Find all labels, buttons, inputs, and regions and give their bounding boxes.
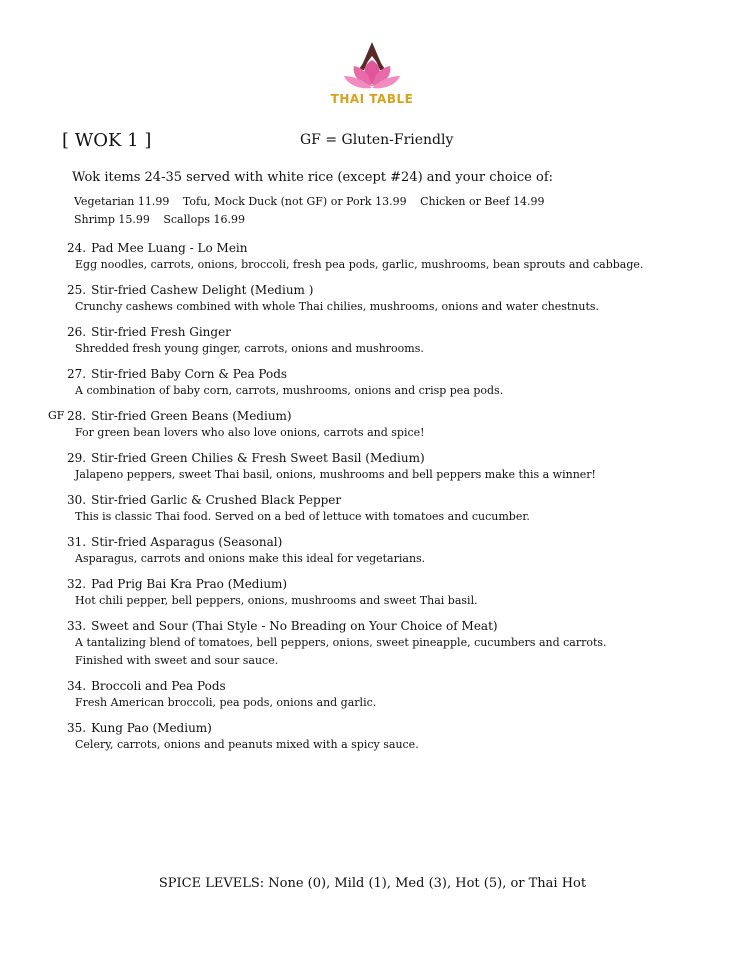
menu-item-name: Stir-fried Asparagus (Seasonal) — [91, 535, 283, 549]
menu-item-description: Shredded fresh young ginger, carrots, onions and mushrooms. — [75, 342, 424, 355]
price-shrimp: Shrimp 15.99 — [74, 213, 150, 226]
menu-item-description: Hot chili pepper, bell peppers, onions, mushrooms and sweet Thai basil. — [75, 594, 478, 607]
menu-item-description: Finished with sweet and sour sauce. — [75, 654, 279, 667]
menu-item-name: Stir-fried Baby Corn & Pea Pods — [91, 367, 288, 381]
price-tofu-duck-pork: Tofu, Mock Duck (not GF) or Pork 13.99 — [182, 195, 407, 208]
menu-item — [0, 720, 745, 754]
menu-item-description: Fresh American broccoli, pea pods, onions and garlic. — [75, 696, 377, 709]
menu-item-description: For green bean lovers who also love onions, carrots and spice! — [75, 426, 425, 439]
menu-item-number: 25. — [67, 283, 87, 297]
menu-item-title — [67, 492, 745, 508]
price-vegetarian: Vegetarian 11.99 — [74, 195, 170, 208]
menu-item-description: Asparagus, carrots and onions make this ideal for vegetarians. — [75, 552, 426, 565]
gluten-friendly-note: GF = Gluten-Friendly — [300, 132, 454, 148]
section-title: [ WOK 1 ] — [62, 130, 152, 151]
menu-item-number: 24. — [67, 241, 87, 255]
menu-item-number: 34. — [67, 679, 87, 693]
price-scallops: Scallops 16.99 — [163, 213, 245, 226]
menu-item-title — [67, 720, 745, 736]
wok-intro: Wok items 24-35 served with white rice (except #24) and your choice of: — [72, 170, 554, 185]
menu-item-name: Stir-fried Garlic & Crushed Black Pepper — [91, 493, 342, 507]
menu-item-title — [67, 534, 745, 550]
menu-item — [0, 282, 745, 316]
menu-item — [0, 240, 745, 274]
menu-item — [0, 492, 745, 526]
menu-item-description: This is classic Thai food. Served on a bed of lettuce with tomatoes and cucumber. — [75, 510, 530, 523]
menu-item-number: 32. — [67, 577, 87, 591]
menu-item-number: 26. — [67, 325, 87, 339]
menu-item-number: 28. — [67, 409, 87, 423]
menu-item-number: 31. — [67, 535, 87, 549]
menu-item-description: A combination of baby corn, carrots, mushrooms, onions and crisp pea pods. — [75, 384, 504, 397]
menu-item-title — [67, 450, 745, 466]
menu-item-number: 33. — [67, 619, 87, 633]
menu-item-title — [67, 366, 745, 382]
spice-levels: SPICE LEVELS: None (0), Mild (1), Med (3), Hot (5), or Thai Hot — [158, 876, 587, 891]
menu-item-number: 30. — [67, 493, 87, 507]
gf-tag: GF — [48, 409, 65, 422]
menu-item-name: Broccoli and Pea Pods — [91, 679, 226, 693]
menu-item-title — [67, 240, 745, 256]
menu-item-title — [67, 408, 745, 424]
menu-item-title — [67, 576, 745, 592]
menu-item-description: Egg noodles, carrots, onions, broccoli, fresh pea pods, garlic, mushrooms, bean sprouts and cabbage. — [75, 258, 644, 271]
menu-item — [0, 366, 745, 400]
menu-item-description: A tantalizing blend of tomatoes, bell peppers, onions, sweet pineapple, cucumbers and carrots. — [75, 636, 607, 649]
menu-item — [0, 678, 745, 712]
menu-item-list — [0, 240, 745, 762]
protein-price-list — [74, 193, 594, 229]
menu-item-name: Pad Mee Luang - Lo Mein — [91, 241, 248, 255]
menu-item-number: 35. — [67, 721, 87, 735]
menu-item-number: 27. — [67, 367, 87, 381]
menu-item-name: Stir-fried Green Beans (Medium) — [91, 409, 292, 423]
menu-item-description: Jalapeno peppers, sweet Thai basil, onions, mushrooms and bell peppers make this a winner! — [75, 468, 596, 481]
menu-item — [0, 408, 745, 442]
menu-item — [0, 618, 745, 670]
menu-item — [0, 450, 745, 484]
menu-item-description: Celery, carrots, onions and peanuts mixed with a spicy sauce. — [75, 738, 419, 751]
menu-item-name: Stir-fried Cashew Delight (Medium ) — [91, 283, 314, 297]
price-chicken-beef: Chicken or Beef 14.99 — [420, 195, 545, 208]
menu-item — [0, 534, 745, 568]
menu-item-name: Sweet and Sour (Thai Style - No Breading on Your Choice of Meat) — [91, 619, 498, 633]
menu-item-title — [67, 678, 745, 694]
menu-item-title — [67, 282, 745, 298]
menu-item-name: Pad Prig Bai Kra Prao (Medium) — [91, 577, 288, 591]
menu-item-title — [67, 618, 745, 634]
menu-item-name: Kung Pao (Medium) — [91, 721, 212, 735]
menu-item-title — [67, 324, 745, 340]
menu-item-description: Crunchy cashews combined with whole Thai chilies, mushrooms, onions and water chestnuts. — [75, 300, 600, 313]
menu-item — [0, 324, 745, 358]
menu-item — [0, 576, 745, 610]
menu-item-number: 29. — [67, 451, 87, 465]
menu-item-name: Stir-fried Green Chilies & Fresh Sweet Basil (Medium) — [91, 451, 425, 465]
menu-item-name: Stir-fried Fresh Ginger — [91, 325, 231, 339]
brand-name: THAI TABLE — [330, 92, 414, 106]
